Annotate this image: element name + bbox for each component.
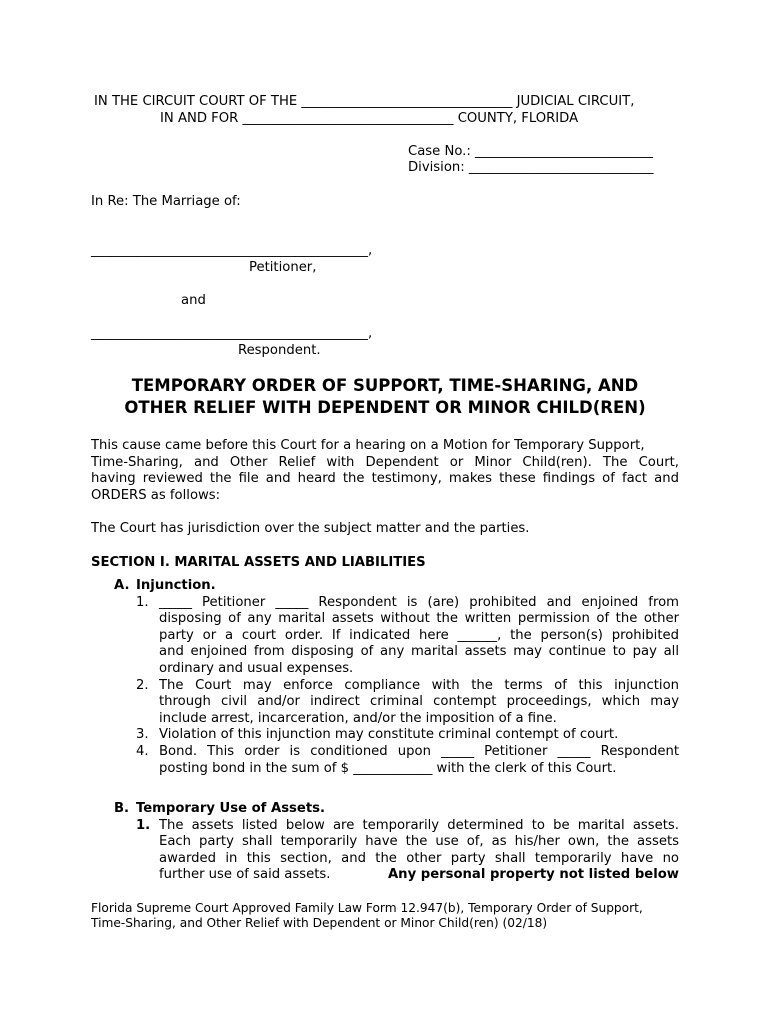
b-item-1-line-3: awarded in this section, and the other party shall temporarily have no	[159, 851, 679, 866]
respondent-label: Respondent.	[238, 343, 321, 358]
case-number-field: Case No.: ___________________________	[408, 144, 654, 159]
petitioner-name-line: __________________________________________,	[91, 243, 373, 258]
footer-line-1: Florida Supreme Court Approved Family Law Form 12.947(b), Temporary Order of Support,	[91, 901, 643, 915]
b-item-1-line-2: Each party shall temporarily have the use of, as his/her own, the assets	[159, 834, 679, 849]
item-2-line-2: through civil and/or indirect criminal contempt proceedings, which may	[159, 694, 679, 709]
intro-line-1: This cause came before this Court for a hearing on a Motion for Temporary Support,	[91, 438, 645, 453]
item-1-line-1: _____ Petitioner _____ Respondent is (are) prohibited and enjoined from	[159, 595, 679, 610]
subsection-a-heading: Injunction.	[136, 578, 216, 593]
item-1-line-5: ordinary and usual expenses.	[159, 661, 354, 676]
item-4-number: 4.	[136, 744, 149, 759]
b-item-1-line-1: The assets listed below are temporarily determined to be marital assets.	[159, 818, 679, 833]
county-line: IN AND FOR ________________________________ COUNTY, FLORIDA	[160, 111, 579, 126]
document-title	[91, 375, 679, 419]
item-1-line-3: party or a court order. If indicated here ______, the person(s) prohibited	[159, 628, 679, 643]
title-line-2: OTHER RELIEF WITH DEPENDENT OR MINOR CHILD(REN)	[124, 398, 646, 417]
in-re-label: In Re: The Marriage of:	[91, 194, 241, 209]
intro-line-4: ORDERS as follows:	[91, 488, 221, 503]
footer-line-2: Time-Sharing, and Other Relief with Dependent or Minor Child(ren) (02/18)	[91, 916, 548, 930]
item-1-line-2: disposing of any marital assets without the written permission of the other	[159, 611, 679, 626]
and-label: and	[181, 293, 206, 308]
title-line-1: TEMPORARY ORDER OF SUPPORT, TIME-SHARING, AND	[131, 376, 639, 395]
item-2-line-3: include arrest, incarceration, and/or the imposition of a fine.	[159, 711, 557, 726]
intro-line-2: Time-Sharing, and Other Relief with Dependent or Minor Child(ren). The Court,	[91, 455, 679, 470]
item-2-number: 2.	[136, 678, 149, 693]
item-1-number: 1.	[136, 595, 149, 610]
division-field: Division: ____________________________	[408, 160, 654, 175]
subsection-a-label: A.	[114, 578, 130, 593]
b-item-1-number: 1.	[136, 818, 151, 833]
jurisdiction-statement: The Court has jurisdiction over the subject matter and the parties.	[91, 521, 530, 536]
item-1-line-4: and enjoined from disposing of any marital assets may continue to pay all	[159, 644, 679, 659]
intro-line-3: having reviewed the file and heard the testimony, makes these findings of fact and	[91, 471, 679, 486]
item-3-number: 3.	[136, 727, 149, 742]
respondent-name-line: __________________________________________,	[91, 326, 373, 341]
item-4-line-2: posting bond in the sum of $ ____________ with the clerk of this Court.	[159, 761, 617, 776]
petitioner-label: Petitioner,	[249, 260, 317, 275]
item-3-line-1: Violation of this injunction may constitute criminal contempt of court.	[159, 727, 619, 742]
court-line: IN THE CIRCUIT COURT OF THE ________________________________ JUDICIAL CIRCUIT,	[94, 94, 635, 109]
subsection-b-label: B.	[114, 801, 130, 816]
item-4-line-1: Bond. This order is conditioned upon _____ Petitioner _____ Respondent	[159, 744, 679, 759]
item-2-line-1: The Court may enforce compliance with the terms of this injunction	[159, 678, 679, 693]
b-item-1-line-4-text: further use of said assets.	[159, 867, 331, 882]
b-item-1-line-4	[159, 867, 679, 884]
section-1-heading: SECTION I. MARITAL ASSETS AND LIABILITIES	[91, 555, 426, 570]
b-item-1-bold-tail: Any personal property not listed below	[387, 867, 679, 882]
subsection-b-heading: Temporary Use of Assets.	[136, 801, 326, 816]
